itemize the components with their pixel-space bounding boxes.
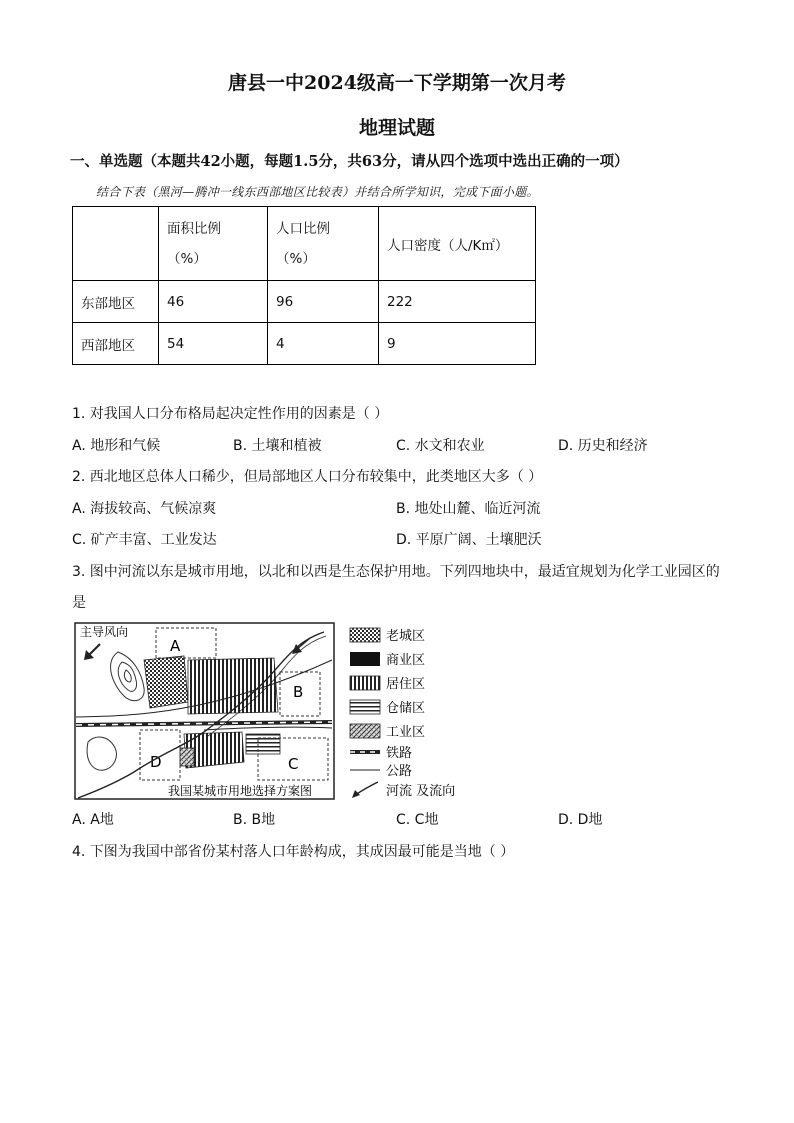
legend-swatch-storage (350, 700, 380, 714)
section-intro: 结合下表（黑河—腾冲一线东西部地区比较表）并结合所学知识，完成下面小题。 (96, 185, 539, 199)
table-cell: 西部地区 (73, 323, 159, 365)
legend-label: 商业区 (386, 653, 426, 668)
table-cell: 9 (379, 323, 536, 365)
question-2-option-c[interactable]: C. 矿产丰富、工业发达 (72, 532, 217, 548)
question-3-option-a[interactable]: A. A地 (72, 812, 114, 828)
question-1-stem: 1. 对我国人口分布格局起决定性作用的因素是（ ） (72, 406, 389, 422)
question-1-option-c[interactable]: C. 水文和农业 (396, 438, 485, 454)
legend-label: 河流 及流向 (386, 784, 456, 799)
legend-label: 仓储区 (386, 701, 426, 716)
table-cell: 4 (268, 323, 379, 365)
question-3-option-d[interactable]: D. D地 (558, 812, 603, 828)
question-2-option-a[interactable]: A. 海拔较高、气候凉爽 (72, 501, 217, 517)
comparison-table (72, 206, 536, 365)
question-1-option-a[interactable]: A. 地形和气候 (72, 438, 161, 454)
industrial-area (180, 748, 194, 766)
question-3-option-b[interactable]: B. B地 (233, 812, 276, 828)
table-cell: 222 (379, 281, 536, 323)
legend-swatch-commercial (350, 652, 380, 666)
legend-swatch-oldtown (350, 628, 380, 642)
legend-label: 公路 (386, 764, 413, 779)
table-row (73, 281, 536, 323)
wind-label: 主导风向 (80, 625, 129, 639)
question-2-option-d[interactable]: D. 平原广阔、土壤肥沃 (396, 532, 542, 548)
legend-swatch-residential (350, 676, 380, 690)
table-header-cell (268, 207, 379, 281)
table-row (73, 323, 536, 365)
land-use-map-svg (74, 622, 469, 800)
map-caption: 我国某城市用地选择方案图 (168, 784, 313, 798)
old-town-area (144, 656, 188, 708)
question-3-stem-line1: 3. 图中河流以东是城市用地，以北和以西是生态保护用地。下列四地块中，最适宜规划为化学工业园区的 (72, 564, 720, 580)
legend-label: 铁路 (386, 746, 413, 761)
land-use-map (74, 622, 469, 800)
legend-label: 居住区 (386, 677, 426, 692)
question-4-stem: 4. 下图为我国中部省份某村落人口年龄构成，其成因最可能是当地（ ） (72, 844, 515, 860)
page-title: 唐县一中2024级高一下学期第一次月考 (228, 72, 566, 94)
question-3-stem-line2: 是 (72, 595, 86, 611)
legend-label: 工业区 (386, 725, 426, 740)
storage-area (246, 734, 280, 754)
plot-a-label: A (170, 637, 181, 655)
table-cell: 46 (159, 281, 268, 323)
page-subtitle: 地理试题 (358, 117, 435, 139)
table-header-row (73, 207, 536, 281)
table-header-cell: 人口密度（人/K㎡） (379, 207, 536, 281)
table-cell: 东部地区 (73, 281, 159, 323)
map-legend (350, 628, 455, 799)
section-heading: 一、单选题（本题共42小题，每题1.5分，共63分，请从四个选项中选出正确的一项） (70, 153, 629, 170)
question-1-option-d[interactable]: D. 历史和经济 (558, 438, 648, 454)
question-3-option-c[interactable]: C. C地 (396, 812, 439, 828)
header-pop-unit: （%） (276, 250, 316, 267)
table-header-cell (73, 207, 159, 281)
question-2-option-b[interactable]: B. 地处山麓、临近河流 (396, 501, 541, 517)
residential-north (188, 658, 278, 714)
legend-swatch-industrial (350, 724, 380, 738)
table-cell: 54 (159, 323, 268, 365)
plot-d-label: D (150, 753, 162, 771)
question-1-option-b[interactable]: B. 土壤和植被 (233, 438, 322, 454)
plot-b-label: B (293, 683, 304, 701)
question-2-stem: 2. 西北地区总体人口稀少，但局部地区人口分布较集中，此类地区大多（ ） (72, 469, 543, 485)
table-header-cell (159, 207, 268, 281)
header-area-unit: （%） (167, 250, 207, 267)
header-pop-label: 人口比例 (276, 220, 330, 237)
legend-label: 老城区 (386, 629, 426, 644)
table-cell: 96 (268, 281, 379, 323)
header-area-label: 面积比例 (167, 220, 221, 237)
plot-c-label: C (288, 755, 299, 773)
